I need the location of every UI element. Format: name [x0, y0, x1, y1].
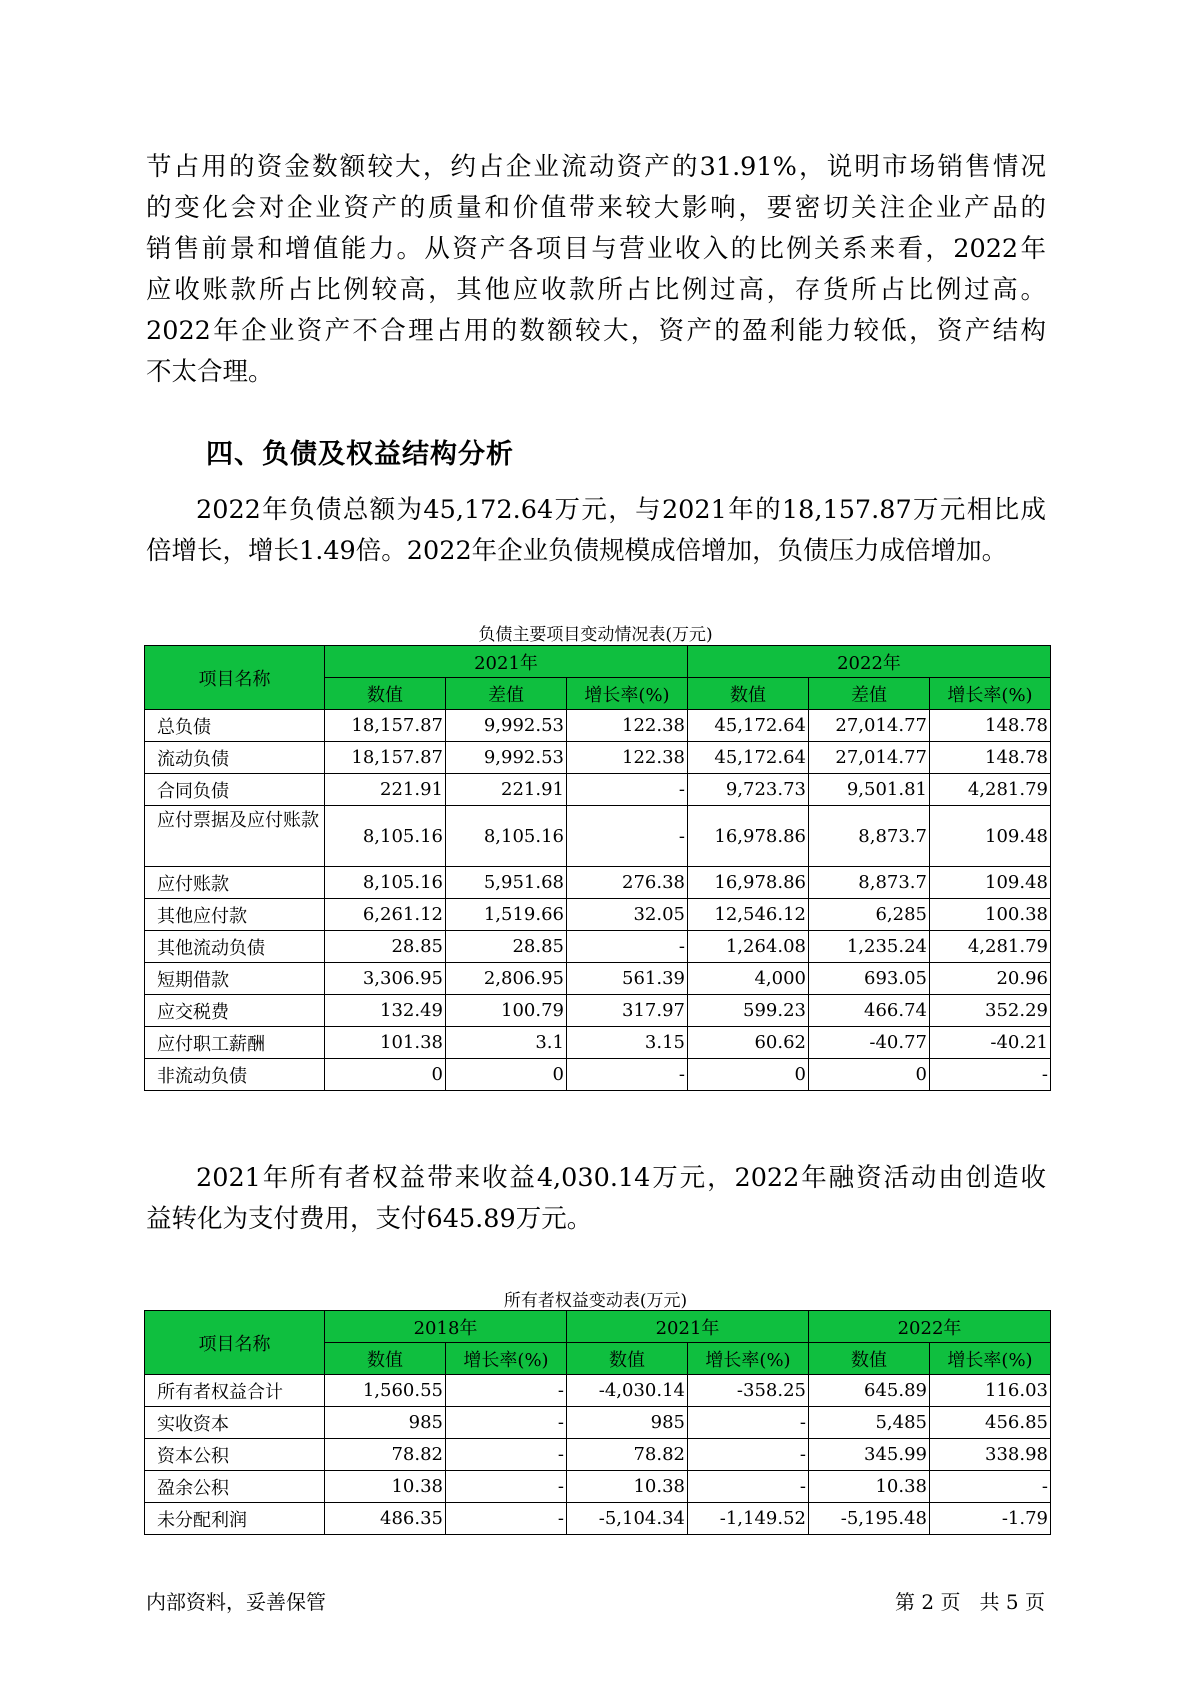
value-cell: 0 [809, 1059, 930, 1091]
text-line: 应收账款所占比例较高，其他应收款所占比例过高，存货所占比例过高。 [146, 275, 1046, 305]
value-cell: 18,157.87 [325, 742, 446, 774]
value-cell: 109.48 [930, 806, 1051, 867]
value-cell: 122.38 [567, 742, 688, 774]
value-cell: 101.38 [325, 1027, 446, 1059]
text-line: 2021年所有者权益带来收益4,030.14万元，2022年融资活动由创造收 [196, 1163, 1046, 1193]
value-cell: - [567, 774, 688, 806]
value-cell: 4,281.79 [930, 774, 1051, 806]
value-cell: 1,519.66 [446, 899, 567, 931]
value-cell: 3.1 [446, 1027, 567, 1059]
row-label-cell: 实收资本 [145, 1407, 325, 1439]
value-cell: - [567, 931, 688, 963]
value-cell: 78.82 [325, 1439, 446, 1471]
value-cell: 221.91 [325, 774, 446, 806]
value-cell: 3,306.95 [325, 963, 446, 995]
value-cell: 45,172.64 [688, 742, 809, 774]
table-row [145, 995, 1051, 1027]
column-header: 数值 [567, 1343, 688, 1375]
paragraph-asset-analysis [146, 147, 1046, 393]
column-header: 数值 [325, 678, 446, 710]
value-cell: 8,873.7 [809, 867, 930, 899]
value-cell: 345.99 [809, 1439, 930, 1471]
table-row [145, 1375, 1051, 1407]
table-row [145, 1471, 1051, 1503]
value-cell: 0 [688, 1059, 809, 1091]
value-cell: 456.85 [930, 1407, 1051, 1439]
value-cell: -5,104.34 [567, 1503, 688, 1535]
value-cell: 645.89 [809, 1375, 930, 1407]
row-label-cell: 应交税费 [145, 995, 325, 1027]
value-cell: 276.38 [567, 867, 688, 899]
column-header: 增长率(%) [446, 1343, 567, 1375]
value-cell: 599.23 [688, 995, 809, 1027]
value-cell: 16,978.86 [688, 806, 809, 867]
text-line: 的变化会对企业资产的质量和价值带来较大影响，要密切关注企业产品的 [146, 193, 1046, 223]
table-row [145, 1027, 1051, 1059]
value-cell: 1,235.24 [809, 931, 930, 963]
value-cell: 1,560.55 [325, 1375, 446, 1407]
year-header: 2021年 [325, 646, 688, 678]
value-cell: 3.15 [567, 1027, 688, 1059]
value-cell: 6,261.12 [325, 899, 446, 931]
value-cell: 5,951.68 [446, 867, 567, 899]
text-line: 益转化为支付费用，支付645.89万元。 [146, 1204, 593, 1234]
text-line: 销售前景和增值能力。从资产各项目与营业收入的比例关系来看，2022年 [146, 234, 1046, 264]
row-label-cell: 其他流动负债 [145, 931, 325, 963]
value-cell: 18,157.87 [325, 710, 446, 742]
value-cell: 16,978.86 [688, 867, 809, 899]
value-cell: 352.29 [930, 995, 1051, 1027]
table-row [145, 742, 1051, 774]
value-cell: 28.85 [446, 931, 567, 963]
value-cell: 693.05 [809, 963, 930, 995]
value-cell: - [446, 1471, 567, 1503]
table-row [145, 1059, 1051, 1091]
value-cell: 8,105.16 [325, 806, 446, 867]
year-header: 2022年 [688, 646, 1051, 678]
section-heading: 四、负债及权益结构分析 [206, 439, 514, 470]
table-row [145, 1407, 1051, 1439]
value-cell: 60.62 [688, 1027, 809, 1059]
value-cell: -1.79 [930, 1503, 1051, 1535]
value-cell: - [446, 1439, 567, 1471]
table-row [145, 710, 1051, 742]
year-header: 2021年 [567, 1311, 809, 1343]
value-cell: 9,992.53 [446, 710, 567, 742]
value-cell: 20.96 [930, 963, 1051, 995]
value-cell: 10.38 [567, 1471, 688, 1503]
value-cell: -1,149.52 [688, 1503, 809, 1535]
value-cell: -5,195.48 [809, 1503, 930, 1535]
table-row [145, 806, 1051, 867]
column-header: 差值 [446, 678, 567, 710]
footer-page-number: 第 2 页 共 5 页 [895, 1590, 1045, 1614]
value-cell: - [688, 1407, 809, 1439]
column-header: 差值 [809, 678, 930, 710]
paragraph-equity-summary [146, 1158, 1046, 1240]
year-header: 2018年 [325, 1311, 567, 1343]
value-cell: 100.38 [930, 899, 1051, 931]
column-header: 增长率(%) [688, 1343, 809, 1375]
value-cell: 9,723.73 [688, 774, 809, 806]
row-label-cell: 应付票据及应付账款 [145, 806, 325, 867]
value-cell: 2,806.95 [446, 963, 567, 995]
value-cell: 32.05 [567, 899, 688, 931]
value-cell: 27,014.77 [809, 742, 930, 774]
row-label-cell: 总负债 [145, 710, 325, 742]
text-line: 2022年负债总额为45,172.64万元，与2021年的18,157.87万元相比成 [196, 495, 1046, 525]
value-cell: -358.25 [688, 1375, 809, 1407]
table-row [145, 899, 1051, 931]
table-row [145, 931, 1051, 963]
value-cell: 109.48 [930, 867, 1051, 899]
value-cell: 148.78 [930, 742, 1051, 774]
row-label-cell: 流动负债 [145, 742, 325, 774]
row-label-cell: 所有者权益合计 [145, 1375, 325, 1407]
column-header: 数值 [325, 1343, 446, 1375]
value-cell: - [688, 1439, 809, 1471]
table-row [145, 867, 1051, 899]
liabilities-table [144, 645, 1051, 1091]
row-label-cell: 应付职工薪酬 [145, 1027, 325, 1059]
equity-table [144, 1310, 1051, 1535]
table-row [145, 1503, 1051, 1535]
column-header: 数值 [809, 1343, 930, 1375]
value-cell: 27,014.77 [809, 710, 930, 742]
value-cell: 78.82 [567, 1439, 688, 1471]
table-caption-liabilities: 负债主要项目变动情况表(万元) [478, 625, 713, 645]
value-cell: -4,030.14 [567, 1375, 688, 1407]
value-cell: 28.85 [325, 931, 446, 963]
value-cell: 561.39 [567, 963, 688, 995]
value-cell: - [567, 806, 688, 867]
value-cell: 8,873.7 [809, 806, 930, 867]
text-line: 倍增长，增长1.49倍。2022年企业负债规模成倍增加，负债压力成倍增加。 [146, 536, 1008, 566]
value-cell: 45,172.64 [688, 710, 809, 742]
text-line: 节占用的资金数额较大，约占企业流动资产的31.91%，说明市场销售情况 [146, 152, 1046, 182]
value-cell: - [688, 1471, 809, 1503]
value-cell: 9,501.81 [809, 774, 930, 806]
value-cell: -40.21 [930, 1027, 1051, 1059]
column-header: 增长率(%) [930, 1343, 1051, 1375]
value-cell: - [446, 1375, 567, 1407]
value-cell: 9,992.53 [446, 742, 567, 774]
row-label-cell: 资本公积 [145, 1439, 325, 1471]
table-caption-equity: 所有者权益变动表(万元) [503, 1291, 688, 1311]
value-cell: 221.91 [446, 774, 567, 806]
row-label-cell: 短期借款 [145, 963, 325, 995]
value-cell: 985 [567, 1407, 688, 1439]
value-cell: 116.03 [930, 1375, 1051, 1407]
row-label-cell: 盈余公积 [145, 1471, 325, 1503]
value-cell: 132.49 [325, 995, 446, 1027]
value-cell: -40.77 [809, 1027, 930, 1059]
value-cell: 8,105.16 [446, 806, 567, 867]
value-cell: 148.78 [930, 710, 1051, 742]
value-cell: 6,285 [809, 899, 930, 931]
value-cell: - [930, 1059, 1051, 1091]
value-cell: 0 [325, 1059, 446, 1091]
value-cell: 10.38 [325, 1471, 446, 1503]
column-header: 数值 [688, 678, 809, 710]
row-label-cell: 应付账款 [145, 867, 325, 899]
value-cell: - [446, 1503, 567, 1535]
value-cell: 5,485 [809, 1407, 930, 1439]
footer-confidential-note: 内部资料，妥善保管 [146, 1590, 326, 1614]
text-line: 2022年企业资产不合理占用的数额较大，资产的盈利能力较低，资产结构 [146, 316, 1046, 346]
table-row [145, 774, 1051, 806]
row-label-cell: 未分配利润 [145, 1503, 325, 1535]
value-cell: 10.38 [809, 1471, 930, 1503]
value-cell: 338.98 [930, 1439, 1051, 1471]
table-row [145, 963, 1051, 995]
row-label-cell: 合同负债 [145, 774, 325, 806]
value-cell: - [446, 1407, 567, 1439]
value-cell: 4,000 [688, 963, 809, 995]
year-header: 2022年 [809, 1311, 1051, 1343]
value-cell: 4,281.79 [930, 931, 1051, 963]
column-header-item-name: 项目名称 [145, 1311, 325, 1375]
value-cell: 985 [325, 1407, 446, 1439]
value-cell: 1,264.08 [688, 931, 809, 963]
paragraph-liability-summary [146, 490, 1046, 572]
value-cell: 122.38 [567, 710, 688, 742]
text-line: 不太合理。 [146, 357, 274, 387]
value-cell: 100.79 [446, 995, 567, 1027]
value-cell: 8,105.16 [325, 867, 446, 899]
column-header: 增长率(%) [930, 678, 1051, 710]
table-row [145, 1439, 1051, 1471]
value-cell: - [930, 1471, 1051, 1503]
row-label-cell: 其他应付款 [145, 899, 325, 931]
value-cell: 486.35 [325, 1503, 446, 1535]
value-cell: 466.74 [809, 995, 930, 1027]
value-cell: 12,546.12 [688, 899, 809, 931]
column-header: 增长率(%) [567, 678, 688, 710]
row-label-cell: 非流动负债 [145, 1059, 325, 1091]
value-cell: 0 [446, 1059, 567, 1091]
value-cell: - [567, 1059, 688, 1091]
column-header-item-name: 项目名称 [145, 646, 325, 710]
value-cell: 317.97 [567, 995, 688, 1027]
